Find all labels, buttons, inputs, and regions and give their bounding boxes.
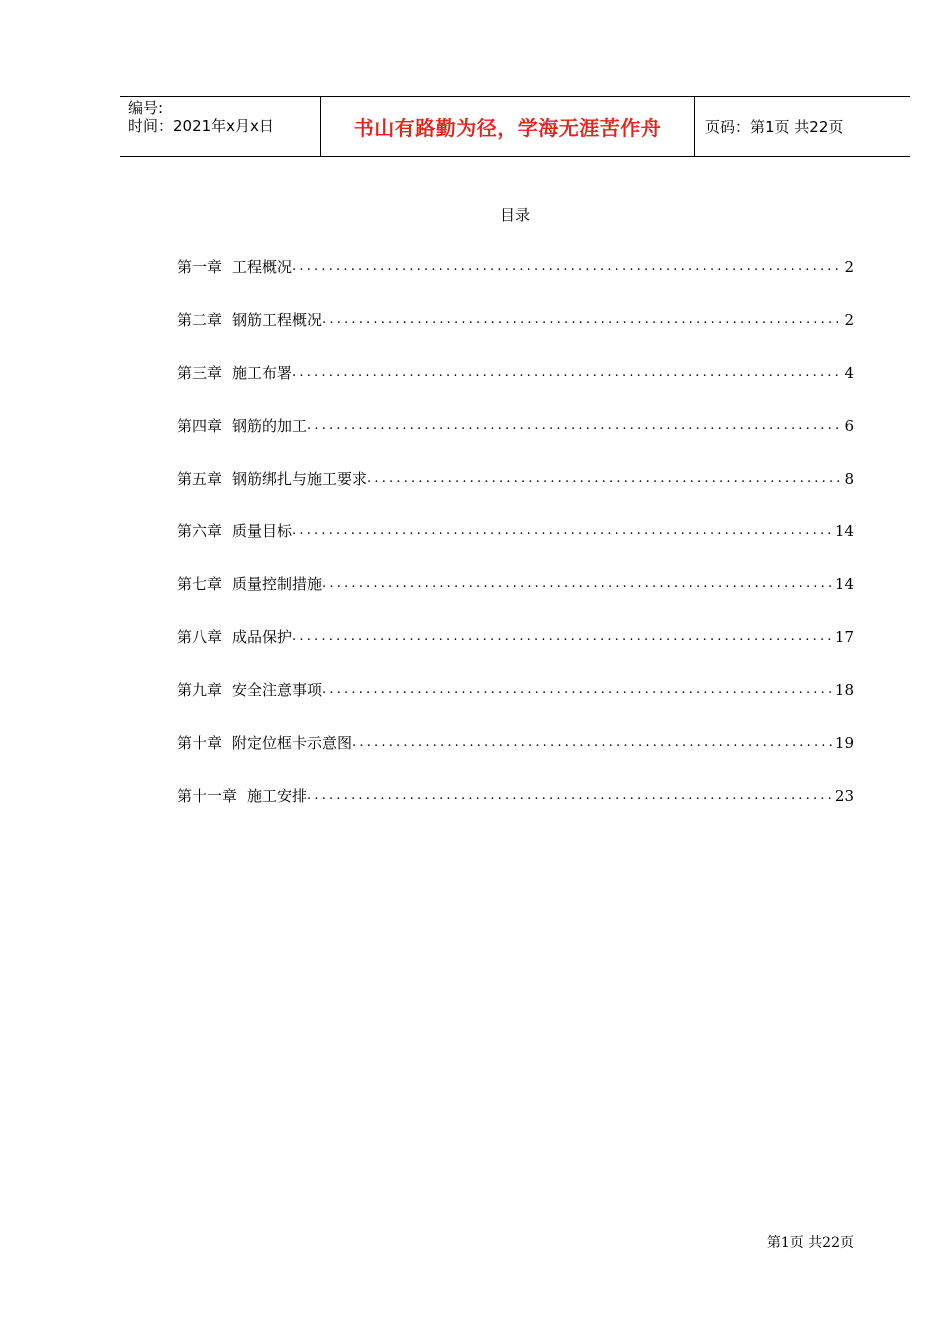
toc-leader-dots xyxy=(367,467,842,491)
toc-chapter-title: 质量控制措施 xyxy=(232,575,323,594)
header-motto-cell xyxy=(321,97,695,156)
toc-chapter-title: 施工布署 xyxy=(232,363,293,382)
table-of-contents xyxy=(177,255,854,837)
toc-chapter-number: 第四章 xyxy=(177,416,223,435)
toc-page-number: 14 xyxy=(834,575,854,594)
toc-entry[interactable] xyxy=(177,678,854,731)
toc-entry[interactable] xyxy=(177,731,854,784)
toc-entry[interactable] xyxy=(177,414,854,467)
toc-page-number: 2 xyxy=(844,310,854,329)
toc-page-number: 2 xyxy=(844,258,854,276)
toc-entry[interactable] xyxy=(177,255,854,308)
toc-chapter-title: 质量目标 xyxy=(232,522,293,541)
header-motto: 书山有路勤为径，学海无涯苦作舟 xyxy=(353,116,662,140)
footer-page-number: 第1页 共22页 xyxy=(766,1235,854,1251)
toc-leader-dots xyxy=(322,308,842,332)
toc-leader-dots xyxy=(322,678,833,702)
toc-leader-dots xyxy=(292,361,842,385)
toc-chapter-number: 第十一章 xyxy=(177,786,238,805)
toc-page-number: 18 xyxy=(834,681,854,700)
toc-chapter-number: 第六章 xyxy=(177,522,223,541)
toc-chapter-number: 第八章 xyxy=(177,628,223,647)
toc-entry[interactable] xyxy=(177,361,854,414)
toc-page-number: 6 xyxy=(844,416,854,435)
toc-page-number: 17 xyxy=(834,628,854,647)
toc-chapter-title: 钢筋的加工 xyxy=(232,416,308,435)
header-page-cell xyxy=(695,97,910,156)
toc-chapter-title: 附定位框卡示意图 xyxy=(232,734,353,753)
toc-chapter-title: 钢筋绑扎与施工要求 xyxy=(232,469,368,488)
document-time: 时间：2021年x月x日 xyxy=(128,117,274,135)
document-number-label: 编号: xyxy=(128,99,164,117)
toc-leader-dots xyxy=(322,572,833,596)
header-meta-cell xyxy=(120,97,321,156)
toc-chapter-title: 施工安排 xyxy=(247,786,308,805)
toc-page-number: 4 xyxy=(844,363,854,382)
toc-chapter-number: 第九章 xyxy=(177,681,223,700)
toc-chapter-title: 成品保护 xyxy=(232,628,293,647)
toc-chapter-number: 第一章 xyxy=(177,258,223,276)
toc-title: 目录 xyxy=(499,206,530,224)
header-page-number: 页码：第1页 共22页 xyxy=(705,118,844,136)
toc-chapter-title: 工程概况 xyxy=(232,258,293,276)
page-header xyxy=(120,96,910,157)
toc-entry[interactable] xyxy=(177,467,854,520)
toc-chapter-number: 第五章 xyxy=(177,469,223,488)
toc-page-number: 8 xyxy=(844,469,854,488)
toc-chapter-title: 安全注意事项 xyxy=(232,681,323,700)
toc-leader-dots xyxy=(292,625,833,649)
toc-page-number: 14 xyxy=(834,522,854,541)
toc-chapter-number: 第七章 xyxy=(177,575,223,594)
toc-entry[interactable] xyxy=(177,308,854,361)
toc-leader-dots xyxy=(307,784,833,808)
toc-chapter-title: 钢筋工程概况 xyxy=(232,310,323,329)
toc-leader-dots xyxy=(292,255,842,279)
toc-entry[interactable] xyxy=(177,519,854,572)
toc-leader-dots xyxy=(307,414,842,438)
toc-entry[interactable] xyxy=(177,784,854,837)
toc-chapter-number: 第十章 xyxy=(177,734,223,753)
toc-entry[interactable] xyxy=(177,572,854,625)
toc-entry[interactable] xyxy=(177,625,854,678)
toc-leader-dots xyxy=(292,519,833,543)
toc-leader-dots xyxy=(352,731,833,755)
toc-page-number: 19 xyxy=(834,734,854,753)
toc-chapter-number: 第三章 xyxy=(177,363,223,382)
toc-page-number: 23 xyxy=(834,786,854,805)
toc-chapter-number: 第二章 xyxy=(177,310,223,329)
